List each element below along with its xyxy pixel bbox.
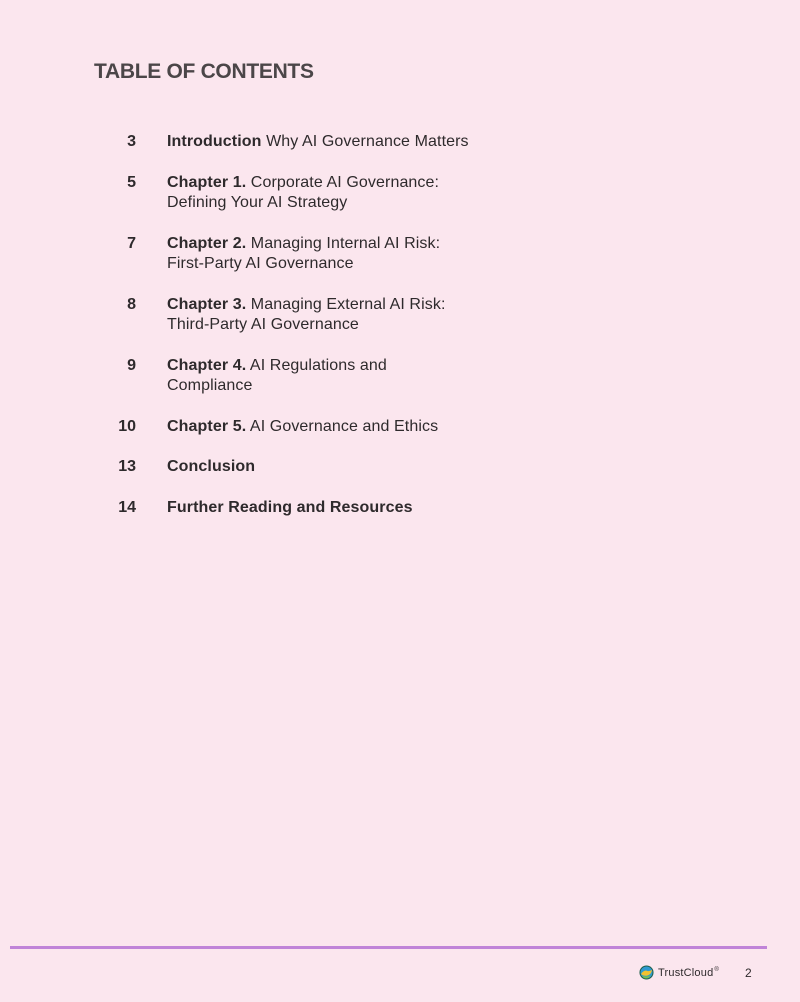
- toc-entry-text: [167, 356, 487, 397]
- toc-entry: [110, 234, 530, 275]
- toc-entry: [110, 173, 530, 214]
- toc-entry-title-continued: Third-Party AI Governance: [167, 316, 359, 333]
- toc-entry-lead: Conclusion: [167, 458, 256, 475]
- toc-entry-text: [167, 295, 487, 336]
- toc-entry-lead: Chapter 2.: [167, 234, 247, 252]
- toc-entry-text: [167, 173, 487, 214]
- toc-entry-title-continued: Defining Your AI Strategy: [167, 194, 348, 211]
- footer-brand: [639, 965, 719, 980]
- page-number: 2: [745, 966, 752, 980]
- toc-page-number: 13: [118, 458, 136, 475]
- toc-entry: [110, 457, 530, 478]
- toc-page-number: 9: [127, 356, 136, 374]
- toc-entry-title-continued: First-Party AI Governance: [167, 255, 354, 272]
- toc-entry-text: [167, 457, 487, 478]
- toc-entry: [110, 295, 530, 336]
- footer-divider: [10, 946, 767, 949]
- brand-name-text: TrustCloud: [658, 966, 714, 979]
- toc-list: [110, 132, 530, 538]
- toc-entry-text: [167, 417, 487, 438]
- toc-entry-title: Corporate AI Governance:: [250, 173, 440, 191]
- toc-title: TABLE OF CONTENTS: [94, 60, 314, 83]
- toc-entry-title: AI Governance and Ethics: [249, 417, 439, 435]
- toc-entry-title: AI Regulations and: [249, 356, 387, 374]
- toc-entry-lead: Chapter 5.: [167, 417, 247, 435]
- toc-entry-lead: Chapter 1.: [167, 173, 247, 191]
- toc-entry-lead: Chapter 4.: [167, 356, 247, 374]
- brand-name: [658, 967, 719, 979]
- toc-entry-lead: Chapter 3.: [167, 295, 247, 313]
- toc-entry: [110, 132, 530, 153]
- toc-entry: [110, 417, 530, 438]
- toc-entry-text: [167, 132, 487, 153]
- toc-page-number: 7: [127, 234, 136, 252]
- toc-entry: [110, 498, 530, 519]
- toc-page-number: 3: [127, 133, 136, 150]
- toc-entry-title: Managing Internal AI Risk:: [250, 234, 441, 252]
- toc-entry-text: [167, 234, 487, 275]
- trustcloud-logo-icon: [639, 965, 654, 980]
- toc-entry-text: [167, 498, 487, 519]
- toc-page-number: 8: [127, 295, 136, 313]
- toc-entry-title: Why AI Governance Matters: [266, 133, 469, 150]
- toc-entry-title: Managing External AI Risk:: [250, 295, 446, 313]
- toc-entry-title-continued: Compliance: [167, 377, 253, 394]
- toc-entry-lead: Introduction: [167, 133, 262, 150]
- toc-page-number: 5: [127, 173, 136, 191]
- toc-entry: [110, 356, 530, 397]
- toc-page-number: 14: [118, 498, 136, 516]
- toc-page-number: 10: [118, 417, 136, 435]
- registered-mark: ®: [714, 966, 720, 973]
- toc-entry-lead: Further Reading and Resources: [167, 498, 413, 516]
